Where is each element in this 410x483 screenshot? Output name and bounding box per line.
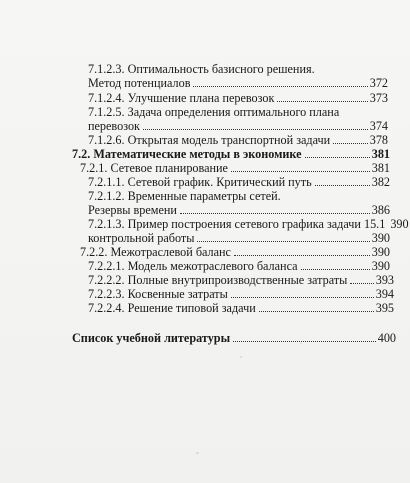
toc-line-7-1-2-5: 7.1.2.5. Задача определения оптимального плана [88, 105, 340, 119]
toc-page-number: 374 [369, 119, 388, 133]
toc-entry-title: 7.2.1.3. Пример построения сетевого графика задачи 15.1 [88, 217, 386, 231]
toc-page-number: 394 [375, 287, 394, 301]
toc-line-7-2-1-2: 7.2.1.2. Временные параметры сетей. [88, 189, 281, 203]
toc-leader-dots [180, 213, 370, 214]
toc-entry-7-2-2-2 [88, 273, 394, 287]
toc-leader-dots [333, 143, 368, 144]
toc-page-number: 381 [371, 147, 390, 161]
toc-leader-dots [301, 269, 370, 270]
toc-leader-dots [143, 129, 368, 130]
paper-speck [300, 343, 302, 344]
toc-entry-title: 7.1.2.4. Улучшение плана перевозок [88, 91, 275, 105]
toc-leader-dots [231, 171, 370, 172]
toc-entry-perevozok [88, 119, 388, 133]
toc-leader-dots [193, 86, 367, 87]
toc-entry-title: Резервы времени [88, 203, 177, 217]
toc-page-number: 395 [375, 301, 394, 315]
toc-page-number: 390 [371, 245, 390, 259]
toc-leader-dots [350, 283, 373, 284]
toc-entry-7-2-1-1 [88, 175, 390, 189]
toc-entry-title: 7.2.2.1. Модель межотраслевого баланса [88, 259, 298, 273]
toc-entry-7-2-1-3 [88, 217, 409, 231]
toc-entry-title: 7.2.2.4. Решение типовой задачи [88, 301, 256, 315]
toc-entry-title: контрольной работы [88, 231, 195, 245]
toc-entry-7-2-2 [80, 245, 390, 259]
paper-speck [196, 452, 199, 454]
toc-page-number: 381 [371, 161, 390, 175]
toc-leader-dots [197, 241, 369, 242]
toc-page-number: 386 [371, 203, 390, 217]
toc-entry-kontrolnoy-raboty [88, 231, 390, 245]
toc-page-number: 390 [390, 217, 409, 231]
toc-entry-method-potentials [88, 76, 388, 90]
toc-entry-7-2-2-3 [88, 287, 394, 301]
toc-entry-literature [72, 331, 396, 345]
toc-line-7-1-2-3: 7.1.2.3. Оптимальность базисного решения. [88, 62, 315, 76]
toc-entry-title: перевозок [88, 119, 140, 133]
toc-page-number: 393 [375, 273, 394, 287]
toc-page-number: 390 [371, 259, 390, 273]
toc-page-number: 373 [369, 91, 388, 105]
toc-leader-dots [305, 157, 370, 158]
toc-leader-dots [231, 297, 374, 298]
toc-entry-7-2-2-4 [88, 301, 394, 315]
toc-entry-title: 7.1.2.6. Открытая модель транспортной задачи [88, 133, 331, 147]
toc-entry-title: 7.2.1.1. Сетевой график. Критический путь [88, 175, 312, 189]
toc-entry-7-2-1 [80, 161, 390, 175]
toc-page-number: 390 [371, 231, 390, 245]
toc-leader-dots [234, 255, 370, 256]
toc-entry-7-1-2-4 [88, 91, 388, 105]
toc-entry-title: 7.2.2.2. Полные внутрипроизводственные затраты [88, 273, 348, 287]
toc-entry-7-2 [72, 147, 390, 161]
toc-entry-title: 7.2.1. Сетевое планирование [80, 161, 228, 175]
toc-entry-7-2-2-1 [88, 259, 390, 273]
toc-entry-title: 7.2.2. Межотраслевой баланс [80, 245, 231, 259]
toc-page-number: 372 [369, 76, 388, 90]
toc-entry-title: 7.2.2.3. Косвенные затраты [88, 287, 228, 301]
toc-leader-dots [233, 341, 376, 342]
toc-entry-title: Список учебной литературы [72, 331, 231, 345]
toc-entry-title: 7.2. Математические методы в экономике [72, 147, 302, 161]
toc-entry-rezervy-vremeni [88, 203, 390, 217]
toc-leader-dots [277, 101, 367, 102]
toc-leader-dots [259, 311, 374, 312]
paper-speck [240, 356, 242, 358]
toc-page-number: 382 [371, 175, 390, 189]
toc-page-number: 400 [377, 331, 396, 345]
toc-entry-7-1-2-6 [88, 133, 388, 147]
toc-leader-dots [315, 185, 370, 186]
toc-page-number: 378 [369, 133, 388, 147]
toc-entry-title: Метод потенциалов [88, 76, 191, 90]
